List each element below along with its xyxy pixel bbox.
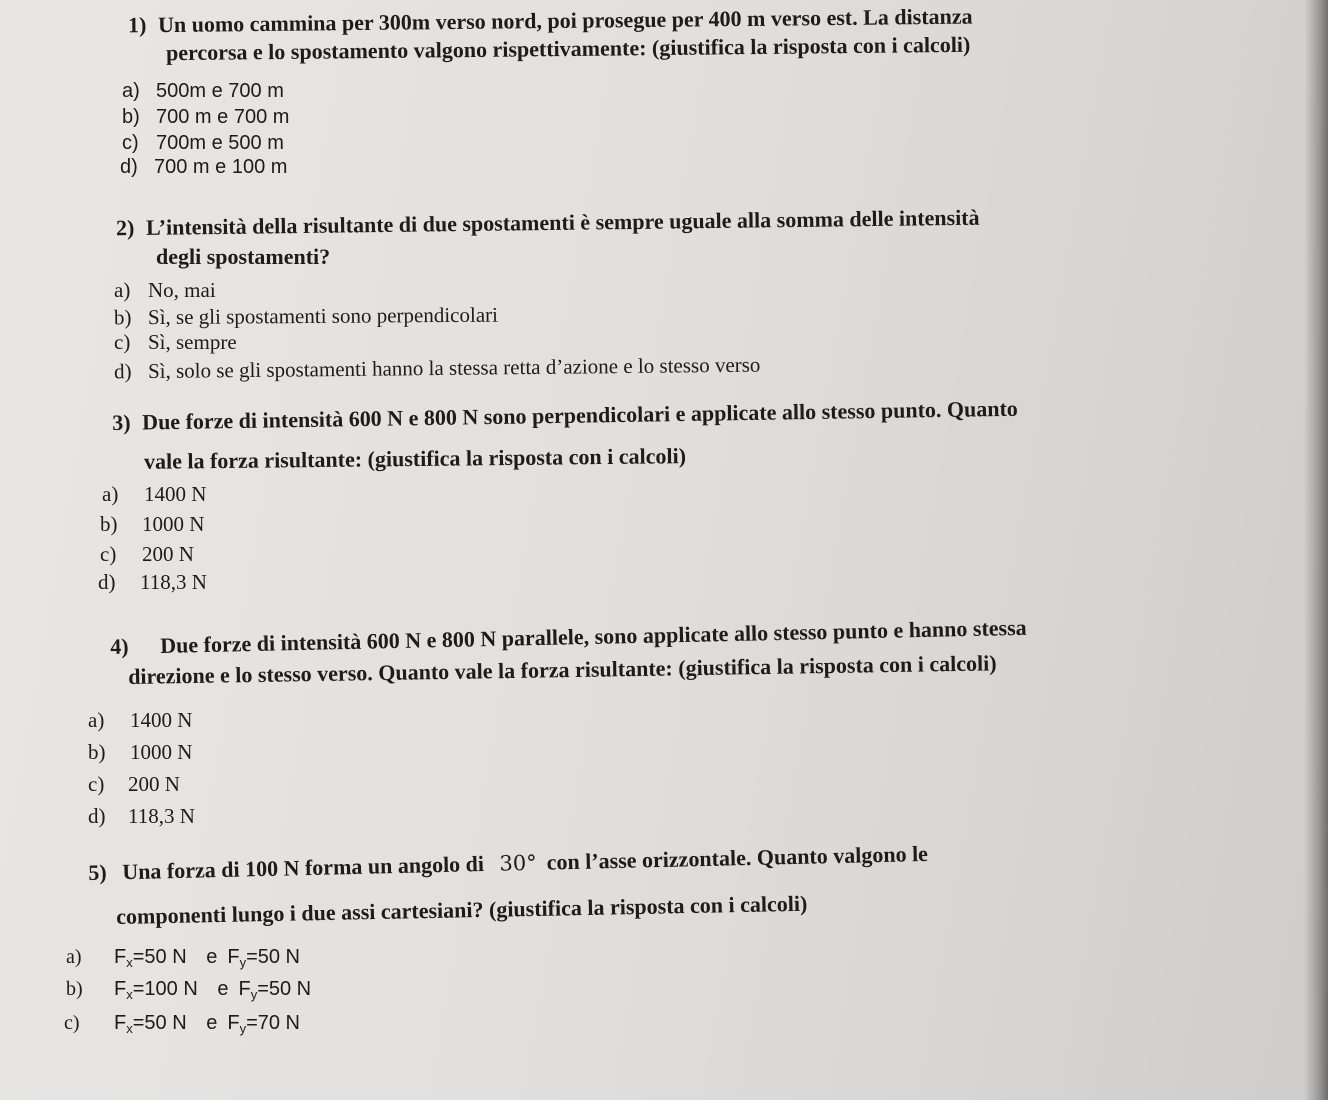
fx-value: =50 N xyxy=(132,946,187,968)
fy-base: F xyxy=(238,978,251,1000)
question-5-option-b xyxy=(66,978,311,1002)
option-text: 1400 N xyxy=(130,708,193,732)
option-text: 1000 N xyxy=(130,740,193,764)
question-3-option-b xyxy=(100,512,204,537)
option-conj: e xyxy=(206,1012,218,1034)
fx-sub: x xyxy=(126,987,133,1002)
option-letter: b) xyxy=(88,740,106,764)
question-4-option-a xyxy=(88,708,192,733)
option-text: No, mai xyxy=(148,278,216,302)
question-5-option-c xyxy=(64,1012,300,1036)
question-1-option-d xyxy=(120,156,287,179)
fx-value: =50 N xyxy=(132,1012,187,1034)
option-text: Sì, se gli spostamenti sono perpendicolari xyxy=(147,302,499,330)
question-4-option-b xyxy=(88,740,192,765)
question-3-option-d xyxy=(98,570,207,595)
question-2-line-2: degli spostamenti? xyxy=(156,244,331,269)
option-conj: e xyxy=(206,946,218,968)
question-3-number: 3) xyxy=(112,409,131,435)
option-letter: d) xyxy=(113,359,132,384)
option-letter: a) xyxy=(66,946,82,968)
question-2-option-a xyxy=(114,278,216,303)
option-letter: a) xyxy=(102,482,119,506)
option-text: Sì, sempre xyxy=(148,330,237,354)
question-4-line-2: direzione e lo stesso verso. Quanto vale la forza risultante: (giustifica la risposta con i calcoli) xyxy=(128,650,997,689)
question-4-option-c xyxy=(88,772,180,797)
question-3-option-c xyxy=(100,542,194,567)
question-1-number: 1) xyxy=(127,12,147,38)
question-2-line-1 xyxy=(116,205,980,242)
question-4-option-d xyxy=(88,804,195,829)
option-letter: c) xyxy=(88,772,105,796)
question-5-number: 5) xyxy=(88,859,107,885)
option-text: 1000 N xyxy=(142,512,205,536)
question-3-text-1: Due forze di intensità 600 N e 800 N sono perpendicolari e applicate allo stesso punto. Quanto xyxy=(141,395,1019,435)
question-2-text-1: L’intensità della risultante di due spostamenti è sempre uguale alla somma delle intensità xyxy=(145,204,980,240)
option-letter: b) xyxy=(122,106,140,128)
option-letter: d) xyxy=(120,156,138,178)
question-1-text-1: Un uomo cammina per 300m verso nord, poi prosegue per 400 m verso est. La distanza xyxy=(157,3,973,38)
fy-value: =50 N xyxy=(257,978,312,1000)
fy-sub: y xyxy=(239,955,247,970)
question-2-option-c xyxy=(114,330,237,355)
fy-base: F xyxy=(227,946,240,968)
fy-sub: y xyxy=(239,1021,247,1036)
option-letter: a) xyxy=(114,278,131,302)
option-text: 200 N xyxy=(128,772,180,796)
fy-value: =50 N xyxy=(246,946,300,968)
question-5-option-a xyxy=(66,946,300,970)
option-text: 118,3 N xyxy=(140,570,207,594)
option-text: 200 N xyxy=(142,542,194,566)
fx-sub: x xyxy=(126,955,133,970)
fx-symbol xyxy=(114,978,133,1000)
question-5-text-1a: Una forza di 100 N forma un angolo di xyxy=(121,851,485,885)
question-2-option-b xyxy=(114,303,498,331)
fy-symbol xyxy=(227,1012,246,1034)
question-5-angle: 30° xyxy=(499,850,537,876)
fx-sub: x xyxy=(126,1021,133,1036)
option-text: 700m e 500 m xyxy=(156,132,284,154)
option-letter: a) xyxy=(122,80,140,102)
option-letter: b) xyxy=(113,305,132,330)
option-letter: c) xyxy=(122,132,139,154)
option-text: 700 m e 700 m xyxy=(156,106,290,128)
question-2-option-d xyxy=(114,353,761,385)
fx-value: =100 N xyxy=(132,978,198,1000)
question-2-number: 2) xyxy=(115,215,135,241)
question-1-option-a xyxy=(122,80,284,103)
fx-base: F xyxy=(114,978,127,1000)
fx-symbol xyxy=(114,1012,133,1034)
option-text: 118,3 N xyxy=(128,804,195,828)
fx-base: F xyxy=(114,946,127,968)
option-text: Sì, solo se gli spostamenti hanno la stessa retta d’azione e lo stesso verso xyxy=(147,352,761,384)
fy-base: F xyxy=(227,1012,240,1034)
question-1-option-b xyxy=(122,106,289,129)
question-5-line-1 xyxy=(88,841,928,886)
option-letter: d) xyxy=(88,804,106,828)
question-4-text-1: Due forze di intensità 600 N e 800 N parallele, sono applicate allo stesso punto e hanno stessa xyxy=(159,614,1027,658)
fx-symbol xyxy=(114,946,133,968)
option-conj: e xyxy=(217,978,229,1000)
question-3-line-1 xyxy=(112,396,1018,436)
option-text: 700 m e 100 m xyxy=(154,156,288,178)
question-3-option-a xyxy=(102,482,206,507)
question-5-text-1b: con l’asse orizzontale. Quanto valgono le xyxy=(546,840,929,875)
fy-sub: y xyxy=(250,987,258,1002)
option-letter: a) xyxy=(88,708,105,732)
question-5-line-2: componenti lungo i due assi cartesiani? (giustifica la risposta con i calcoli) xyxy=(116,890,808,929)
option-letter: c) xyxy=(114,330,131,354)
fy-value: =70 N xyxy=(246,1012,300,1034)
option-letter: b) xyxy=(100,512,118,536)
question-4-number: 4) xyxy=(110,633,129,659)
question-1-option-c xyxy=(122,132,284,155)
fy-symbol xyxy=(227,946,246,968)
option-text: 1400 N xyxy=(144,482,207,506)
option-text: 500m e 700 m xyxy=(156,80,284,102)
fx-base: F xyxy=(114,1012,127,1034)
option-letter: c) xyxy=(100,542,117,566)
option-letter: d) xyxy=(98,570,116,594)
page-edge-shadow xyxy=(1304,0,1328,1100)
fy-symbol xyxy=(238,978,257,1000)
question-3-line-2: vale la forza risultante: (giustifica la risposta con i calcoli) xyxy=(143,443,687,474)
option-letter: b) xyxy=(66,978,83,1000)
question-1-line-2: percorsa e lo spostamento valgono rispettivamente: (giustifica la risposta con i calcoli) xyxy=(165,31,971,66)
option-letter: c) xyxy=(64,1012,80,1034)
